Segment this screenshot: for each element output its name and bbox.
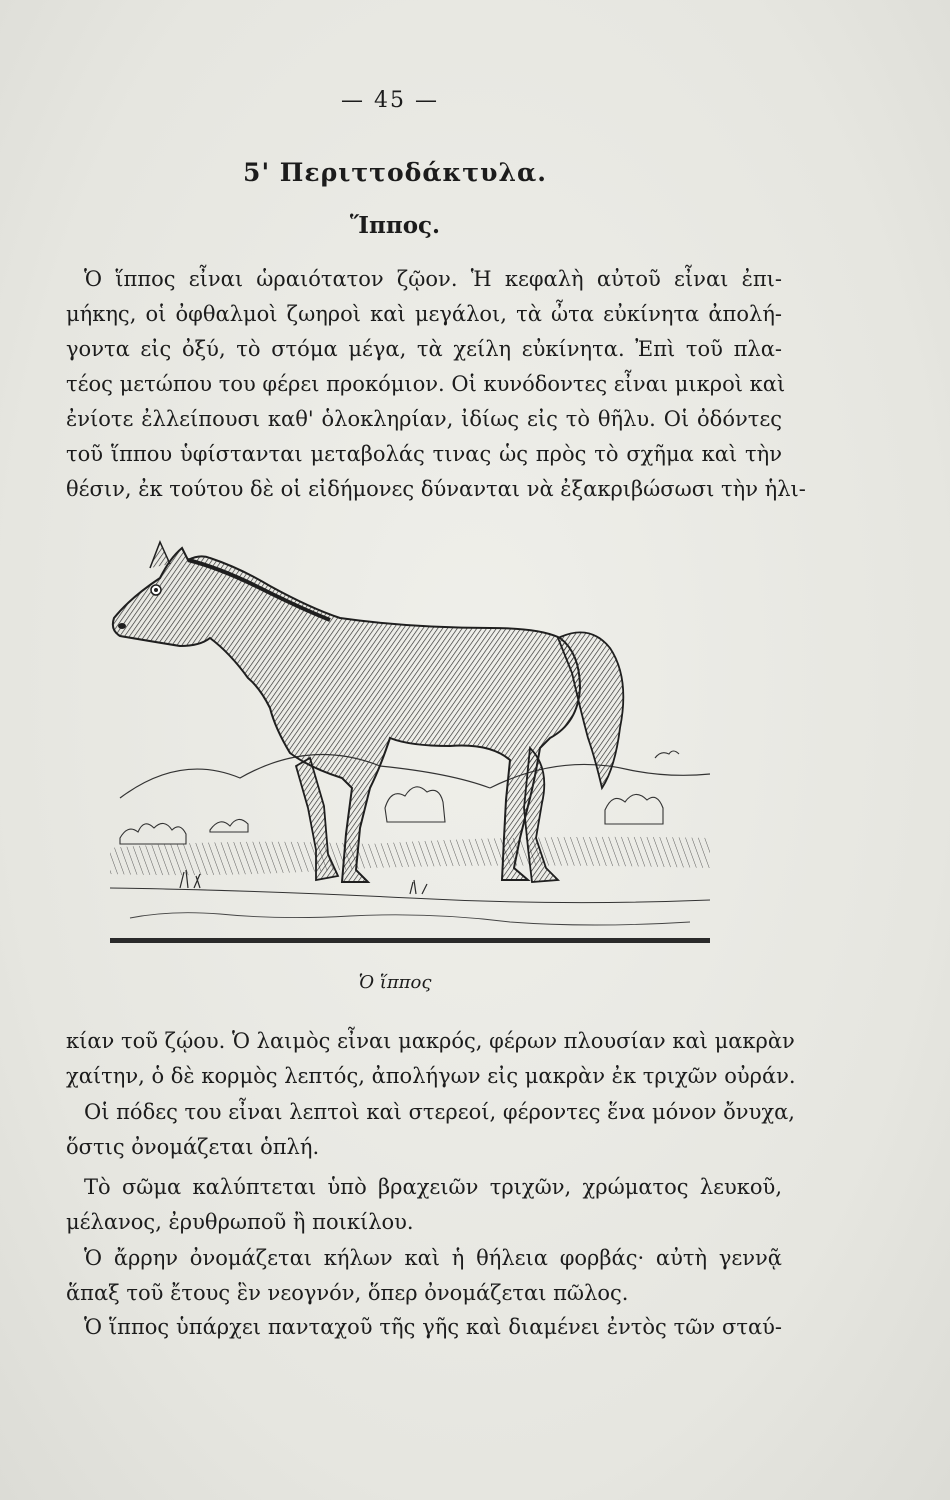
paragraph-6	[66, 1310, 782, 1345]
text-line: ὅστις ὀνομάζεται ὁπλή.	[66, 1135, 320, 1159]
text-line: μέλανος, ἐρυθρωποῦ ἢ ποικίλου.	[66, 1210, 414, 1234]
paragraph-5	[66, 1241, 782, 1311]
text-line: Οἱ πόδες του εἶναι λεπτοὶ καὶ στερεοί, φέροντες ἕνα μόνον ὄνυχα,	[84, 1100, 795, 1124]
text-line: θέσιν, ἐκ τούτου δὲ οἱ εἰδήμονες δύνανται νὰ ἐξακριβώσωσι τὴν ἡλι-	[66, 477, 806, 501]
text-line: τέος μετώπου του φέρει προκόμιον. Οἱ κυνόδοντες εἶναι μικροὶ καὶ	[66, 372, 786, 396]
paragraph-3	[66, 1095, 795, 1165]
horse-illustration	[110, 538, 710, 958]
text-line: κίαν τοῦ ζῴου. Ὁ λαιμὸς εἶναι μακρός, φέρων πλουσίαν καὶ μακρὰν	[66, 1029, 795, 1053]
paragraph-1	[66, 262, 806, 507]
section-heading: 5' Περιττοδάκτυλα.	[243, 158, 547, 187]
paragraph-2	[66, 1024, 796, 1094]
text-line: Ὁ ἵππος εἶναι ὡραιότατον ζῷον. Ἡ κεφαλὴ αὐτοῦ εἶναι ἐπι-	[84, 267, 782, 291]
text-line: Τὸ σῶμα καλύπτεται ὑπὸ βραχειῶν τριχῶν, χρώματος λευκοῦ,	[84, 1175, 782, 1199]
text-line: τοῦ ἵππου ὑφίστανται μεταβολάς τινας ὡς πρὸς τὸ σχῆμα καὶ τὴν	[66, 442, 782, 466]
text-line: ἐνίοτε ἐλλείπουσι καθ' ὁλοκληρίαν, ἰδίως εἰς τὸ θῆλυ. Οἱ ὀδόντες	[66, 407, 782, 431]
figure-caption: Ὁ ἵππος	[358, 972, 432, 993]
text-line: γοντα εἰς ὀξύ, τὸ στόμα μέγα, τὰ χείλη εὐκίνητα. Ἐπὶ τοῦ πλα-	[66, 337, 782, 361]
text-line: ἅπαξ τοῦ ἔτους ἓν νεογνόν, ὅπερ ὀνομάζεται πῶλος.	[66, 1281, 629, 1305]
text-line: Ὁ ἄρρην ὀνομάζεται κήλων καὶ ἡ θήλεια φορβάς· αὐτὴ γεννᾷ	[84, 1246, 782, 1270]
text-line: Ὁ ἵππος ὑπάρχει πανταχοῦ τῆς γῆς καὶ διαμένει ἐντὸς τῶν σταύ-	[84, 1315, 782, 1339]
page-number: — 45 —	[341, 88, 439, 113]
horse-engraving-icon	[110, 538, 710, 958]
text-line: μήκης, οἱ ὀφθαλμοὶ ζωηροὶ καὶ μεγάλοι, τὰ ὦτα εὐκίνητα ἀπολή-	[66, 302, 782, 326]
text-line: χαίτην, ὁ δὲ κορμὸς λεπτός, ἀπολήγων εἰς μακρὰν ἐκ τριχῶν οὐράν.	[66, 1064, 796, 1088]
article-title: Ἵππος.	[349, 212, 441, 239]
paragraph-4	[66, 1170, 782, 1240]
